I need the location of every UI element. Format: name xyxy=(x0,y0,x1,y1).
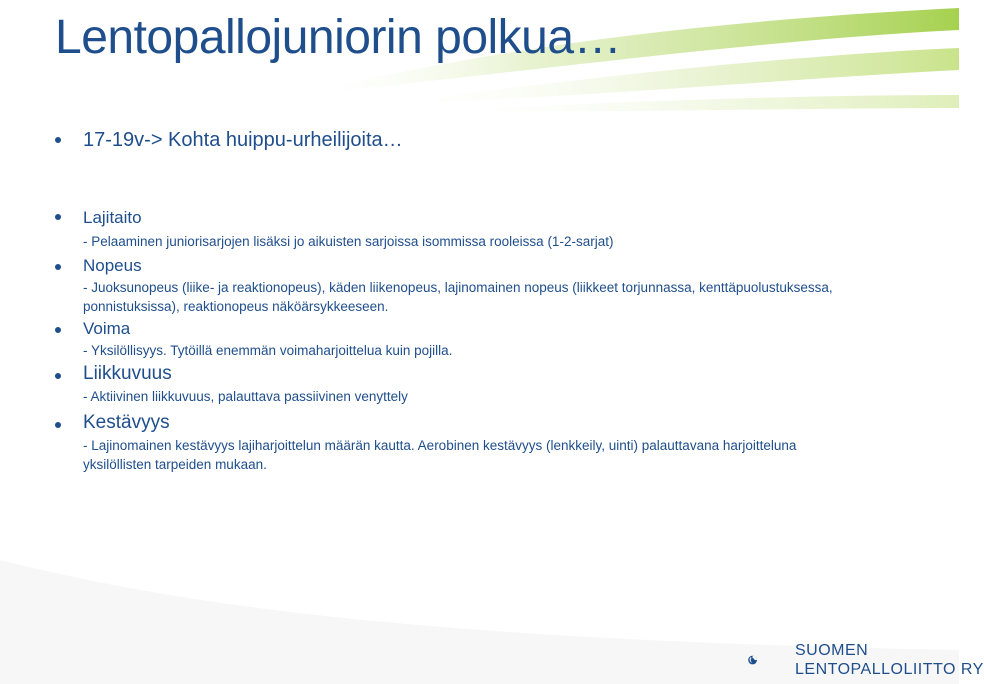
section-line: - Aktiivinen liikkuvuus, palauttava passiivinen venyttely xyxy=(83,389,408,404)
bullet-voima xyxy=(55,327,61,333)
bullet-liikkuvuus xyxy=(55,373,61,379)
page-title: Lentopallojuniorin polkua… xyxy=(55,11,622,64)
logo-line1: SUOMEN xyxy=(795,642,869,659)
section-line: - Juoksunopeus (liike- ja reaktionopeus), käden liikenopeus, lajinomainen nopeus (liikkeet torjunnassa, kenttäpuolustuksessa, xyxy=(83,280,833,295)
section-line: - Pelaaminen juniorisarjojen lisäksi jo aikuisten sarjoissa isommissa rooleissa (1-2-sarjat) xyxy=(83,234,614,249)
section-line: - Yksilöllisyys. Tytöillä enemmän voimaharjoittelua kuin pojilla. xyxy=(83,343,453,358)
bullet-kestavyys xyxy=(55,422,61,428)
section-heading: Voima xyxy=(83,319,131,338)
bullet-lajitaito xyxy=(55,214,61,220)
section-line: - Lajinomainen kestävyys lajiharjoittelun määrän kautta. Aerobinen kestävyys (lenkkeily, uinti) palauttavana harjoitteluna xyxy=(83,438,797,453)
bullet-intro xyxy=(55,137,61,143)
lentopalloliitto-logo xyxy=(748,640,794,680)
section-heading: Liikkuvuus xyxy=(83,363,172,384)
section-line: ponnistuksissa), reaktionopeus näköärsykkeeseen. xyxy=(83,299,389,314)
logo-line2: LENTOPALLOLIITTO RY xyxy=(795,661,984,678)
section-line: yksilöllisten tarpeiden mukaan. xyxy=(83,457,267,472)
section-heading: Lajitaito xyxy=(83,208,142,227)
section-heading: Nopeus xyxy=(83,256,142,275)
intro-text: 17-19v-> Kohta huippu-urheilijoita… xyxy=(83,129,403,151)
bullet-nopeus xyxy=(55,264,61,270)
section-heading: Kestävyys xyxy=(83,412,170,433)
